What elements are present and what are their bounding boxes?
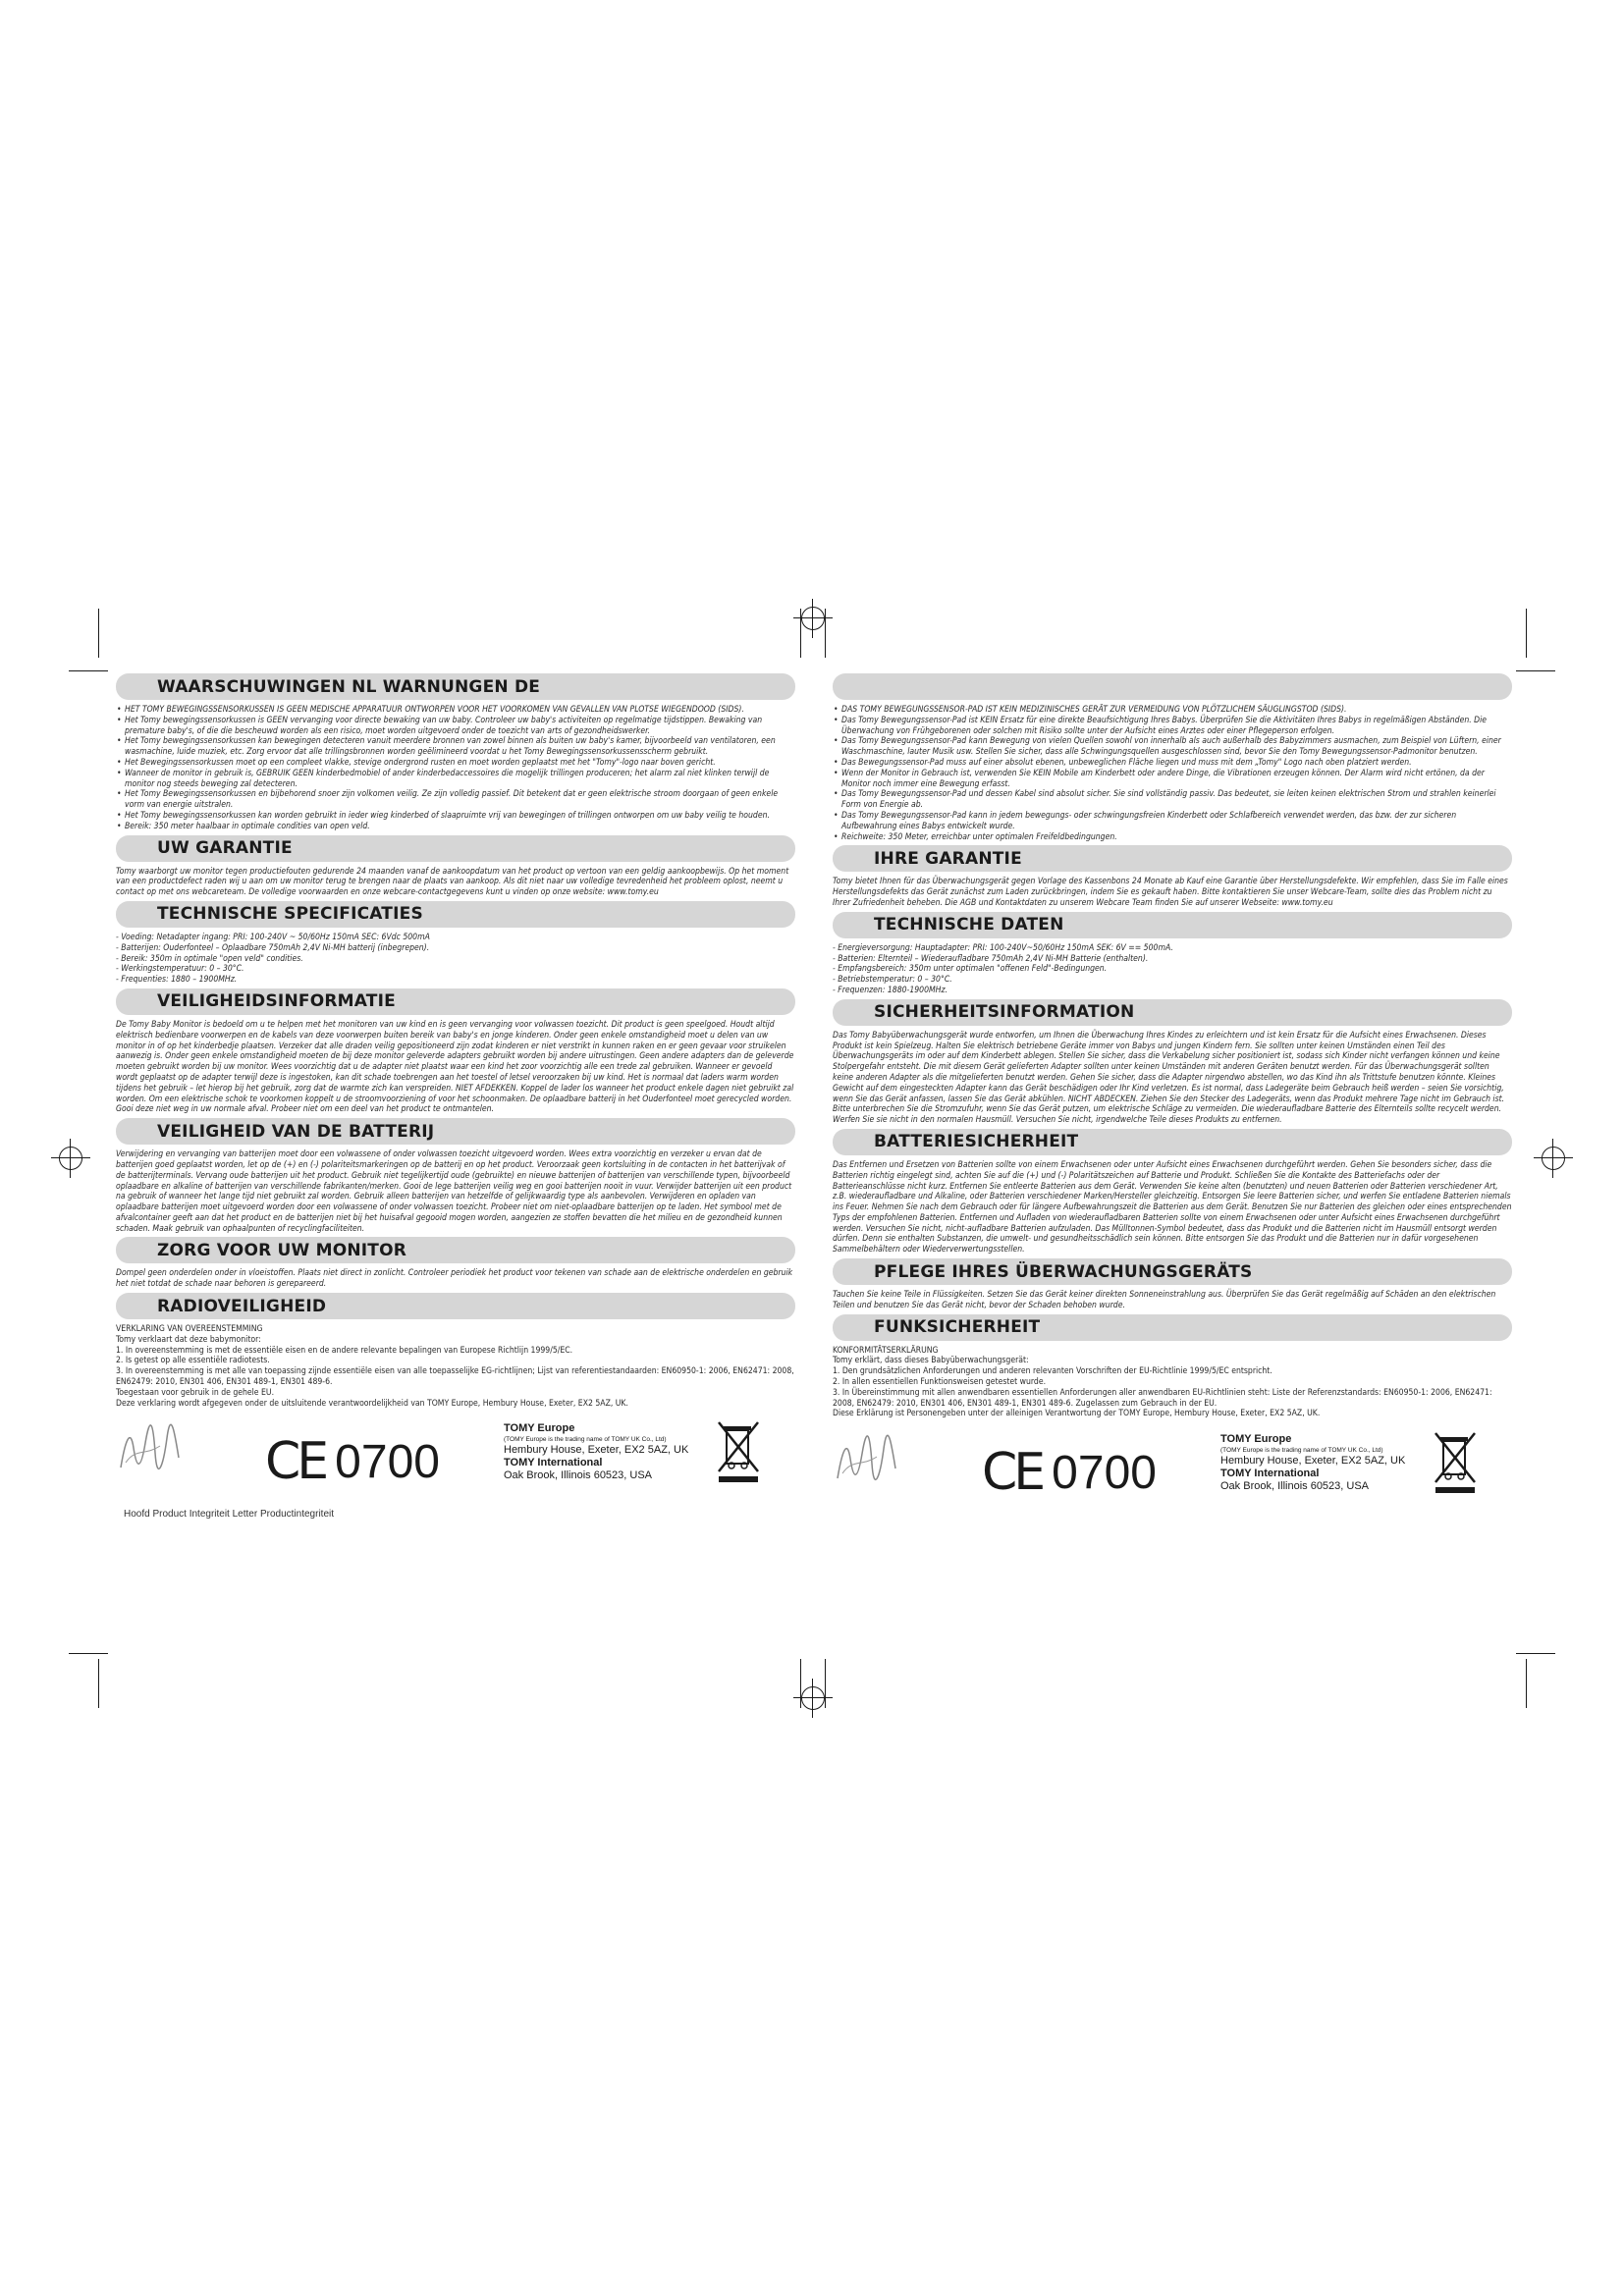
crop-mark [69, 670, 108, 671]
list-item: • Wenn der Monitor in Gebrauch ist, verwenden Sie KEIN Mobile am Kinderbett oder andere Dinge, die Vibrationen erzeugen können. Der Alarm wird nicht ertönen, da der Monitor noch immer eine Bewegung erfasst. [841, 769, 1512, 790]
list-item: • Das Tomy Bewegungssensor-Pad kann in jedem bewegungs- oder schwingungsfreien Kinderbett oder Schlafbereich verwendet werden, das bzw. der zur sicheren Aufbewahrung eines Babys entwickelt wurde. [841, 811, 1512, 832]
section-header-specs-de: TECHNISCHE DATEN [833, 912, 1512, 938]
registration-mark-left [51, 1139, 90, 1178]
section-header-care: ZORG VOOR UW MONITOR [116, 1237, 795, 1263]
company-address: TOMY Europe (TOMY Europe is the trading name of TOMY UK Co., Ltd) Hembury House, Exeter, EX2 5AZ, UK TOMY International Oak Brook, Illinois 60523, USA [504, 1422, 689, 1482]
list-item: • Het Tomy bewegingssensorkussen is GEEN vervanging voor directe bewaking van uw baby. Controleer uw baby's activiteiten op regelmatige tijdstippen. Bewaking van premature baby's, of die die bescheuwd worden als een risico, moet worden uitgevoerd onder de toezicht van arts of gezondheidswerker. [125, 716, 795, 737]
crop-mark [1516, 1653, 1555, 1654]
list-item: • Bereik: 350 meter haalbaar in optimale condities van open veld. [125, 822, 795, 832]
list-item: • Das Tomy Bewegungssensor-Pad kann Bewegung von vielen Quellen sowohl von innerhalb als auch außerhalb des Babyzimmers ausmachen, zum Beispiel von Lüftern, einer Waschmaschine, lauter Musik usw. Stellen Sie sicher, dass alle Schwingungsquellen ausgeschlossen sind, bevor Sie den Tomy Bewegungssensor-Padmonitor benutzen. [841, 736, 1512, 758]
signature-image [833, 1429, 901, 1488]
list-item: • HET TOMY BEWEGINGSSENSORKUSSEN IS GEEN MEDISCHE APPARATUUR ONTWORPEN VOOR HET VOORKOMEN VAN GEVALLEN VAN PLOTSE WIEGENDOOD (SIDS). [125, 705, 795, 716]
list-item: • Het Tomy bewegingssensorkussen kan worden gebruikt in ieder wieg kinderbed of slaapruimte vrij van bewegingen of trillingen ontworpen om uw baby veilig te houden. [125, 811, 795, 822]
section-header-specs: TECHNISCHE SPECIFICATIES [116, 901, 795, 928]
section-header-radio-de: FUNKSICHERHEIT [833, 1314, 1512, 1341]
section-header-battery: VEILIGHEID VAN DE BATTERIJ [116, 1118, 795, 1145]
weee-bin-icon [1432, 1431, 1479, 1496]
section-header-guarantee-de: IHRE GARANTIE [833, 845, 1512, 872]
care-text: Dompel geen onderdelen onder in vloeistoffen. Plaats niet direct in zonlicht. Controleer periodiek het product voor tekenen van schade aan de elektrische onderdelen en gebruik het niet totdat de schade naar behoren is gerepareerd. [116, 1268, 793, 1290]
ce-mark [265, 1432, 440, 1491]
registration-mark-bottom [793, 1679, 833, 1718]
guarantee-text-de: Tomy bietet Ihnen für das Überwachungsgerät gegen Vorlage des Kassenbons 24 Monate ab Kauf eine Garantie über Herstellungsdefekte. Wir empfehlen, dass Sie im Falle eines Herstellungsdefekts das Gerät zunächst zum Laden zurückbringen, indem Sie es gekauft haben. Bitte kontaktieren Sie unser Webcare-Team, sollte dies das Problem nicht zu Ihrer Zufriedenheit beheben. Die AGB und Kontaktdaten zu unserem Webcare Team finden Sie auf unserer Webseite: www.tomy.eu [833, 877, 1508, 908]
list-item: • Het Tomy Bewegingssensorkussen en bijbehorend snoer zijn volkomen veilig. Ze zijn volledig passief. Dit betekent dat er geen elektrische stroom doorgaan of geen enkele vorm van energie uitstralen. [125, 789, 795, 811]
care-text-de: Tauchen Sie keine Teile in Flüssigkeiten. Setzen Sie das Gerät keiner direkten Sonneneinstrahlung aus. Überprüfen Sie das Gerät regelmäßig auf Schäden an den elektrischen Teilen und benutzen Sie das Gerät nicht, bevor der Schaden behoben wurde. [833, 1290, 1496, 1310]
section-header-warnings: WAARSCHUWINGEN NL WARNUNGEN DE [116, 673, 795, 700]
list-item: • DAS TOMY BEWEGUNGSSENSOR-PAD IST KEIN MEDIZINISCHES GERÄT ZUR VERMEIDUNG VON PLÖTZLICHEM SÄUGLINGSTOD (SIDS). [841, 705, 1512, 716]
crop-mark [69, 1653, 108, 1654]
section-header-guarantee: UW GARANTIE [116, 835, 795, 862]
list-item: • Das Tomy Bewegungssensor-Pad ist KEIN Ersatz für eine direkte Beaufsichtigung Ihres Babys. Überprüfen Sie die Aktivitäten Ihres Babys in regelmäßigen Abständen. Die Überwachung von Frühgeborenen oder solchen mit Risiko sollte unter der Aufsicht eines Arztes oder einer Pflegeperson erfolgen. [841, 716, 1512, 737]
ce-number: 0700 [1052, 1446, 1157, 1499]
left-page-nl [116, 670, 795, 1521]
section-header-safety-de: SICHERHEITSINFORMATION [833, 999, 1512, 1026]
crop-mark [1516, 670, 1555, 671]
section-header-battery-de: BATTERIESICHERHEIT [833, 1129, 1512, 1155]
battery-text: Verwijdering en vervanging van batterijen moet door een volwassene of onder volwassen toezicht uitgevoerd worden. Wees extra voorzichtig en verzeker u ervan dat de batterijen goed geplaatst worden, let op de (+) en (-) polariteitsmarkeringen op de batterij en op het product. Veroorzaak geen kortsluiting in de contacten in het batterijvak of de batterijterminals. Vervang oude batterijen uit het product. Gebruik niet tegelijkertijd oude (gebruikte) en nieuwe batterijen of batterijen van verschillende typen, bijvoorbeeld oplaadbare en alkaline of batterijen van verschillende fabrikanten/merken. Gooi de lege batterijen veilig weg en gooi batterijen nooit in vuur. Verwijder batterijen uit een product na gebruik of wanneer het lange tijd niet gebruikt zal worden. Gebruik alleen batterijen van hetzelfde of gelijkwaardig type als aanbevolen. Verwijderen en opladen van oplaadbare batterijen moet uitgevoerd worden door een volwassene of onder volwassen toezicht. Probeer niet om niet-oplaadbare batterijen op te laden. Het symbool met de afvalcontainer geeft aan dat het product en de batterijen niet bij het huisafval gegooid mogen worden, aangezien ze stoffen bevatten die het milieu en de gezondheid kunnen schaden. Maak gebruik van ophaalpunten of recyclingfaciliteiten. [116, 1149, 792, 1234]
warnings-text-de [833, 705, 1512, 842]
guarantee-text: Tomy waarborgt uw monitor tegen productiefouten gedurende 24 maanden vanaf de aankoopdatum van het product op vertoon van een geldig aankoopbewijs. Op het moment van een productdefect raden wij u aan om uw monitor terug te brengen naar de plaats van aankoop. Als dit niet naar uw volledige tevredenheid het probleem oplost, neemt u contact op met ons webcareteam. De volledige voorwaarden en onze webcare-contactgegevens kunt u vinden op onze website: www.tomy.eu [116, 866, 789, 898]
company-address: TOMY Europe (TOMY Europe is the trading name of TOMY UK Co., Ltd) Hembury House, Exeter, EX2 5AZ, UK TOMY International Oak Brook, Illinois 60523, USA [1220, 1433, 1406, 1493]
crop-mark [1526, 1659, 1527, 1708]
specs-text: - Voeding: Netadapter ingang: PRI: 100-240V ~ 50/60Hz 150mA SEC: 6Vdc 500mA - Batterijen: Ouderfonteel – Oplaadbare 750mAh 2,4V Ni-MH batterij (inbegrepen). - Bereik: 350m in optimale "open veld" condities. - Werkingstemperatuur: 0 – 30°C. - Frequenties: 1880 – 1900MHz. [116, 932, 430, 986]
ce-number: 0700 [335, 1435, 440, 1488]
safety-text-de: Das Tomy Babyüberwachungsgerät wurde entworfen, um Ihnen die Überwachung Ihres Kindes zu erleichtern und ist kein Ersatz für die Aufsicht eines Erwachsenen. Dieses Produkt ist kein Spielzeug. Halten Sie elektrisch betriebene Geräte immer von Babys und jungen Kindern fern. Sie sollten unter keinen Umständen einen Teil des Überwachungsgeräts im oder auf dem Kinderbett ablegen. Stellen Sie sicher, dass die Verkabelung sicher positioniert ist, sodass sich Kinder nicht verfangen können und keine Stolpergefahr entsteht. Die mit diesem Gerät gelieferten Adapter sollten unter keinen Umständen mit anderen Geräten benutzt werden. Für das Überwachungsgerät sollten keine anderen Adapter als die mitgelieferten benutzt werden. Gehen Sie sicher, dass die Adapter nirgendwo abstellen, wo das Kind ihn als Trittstufe benutzen könnte. Kleines Gewicht auf dem eingesteckten Adapter kann das Gerät beschädigen oder Ihr Kind verletzen. Es ist normal, dass Ladegeräte beim Gebrauch heiß werden – seien Sie vorsichtig, wenn Sie das Gerät anfassen, lassen Sie das Gerät abkühlen. NICHT ABDECKEN. Ziehen Sie den Stecker des Ladegeräts, wenn das Produkt mehrere Tage nicht im Gebrauch ist. Bitte unterbrechen Sie die Stromzufuhr, wenn Sie das Gerät putzen, um elektrische Schläge zu vermeiden. Die wiederaufladbare Batterie des Elternteils sollte recycelt werden. Werfen Sie sie nicht in den normalen Hausmüll. Versuchen Sie nicht, irgendwelche Teile dieses Produkts zu entfernen. [833, 1030, 1505, 1126]
list-item: • Het Bewegingssensorkussen moet op een compleet vlakke, stevige ondergrond rusten en moet worden geplaatst met het "Tomy"-logo naar boven gericht. [125, 758, 795, 769]
list-item: • Das Tomy Bewegungssensor-Pad und dessen Kabel sind absolut sicher. Sie sind vollständig passiv. Das bedeutet, sie leiten keinen elektrischen Strom und strahlen keinerlei Form von Energie ab. [841, 789, 1512, 811]
radio-text: VERKLARING VAN OVEREENSTEMMING Tomy verklaart dat deze babymonitor: 1. In overeenstemming is met de essentiële eisen en de andere relevante bepalingen van Europese Richtlijn 1999/5/EC. 2. Is getest op alle essentiële radiotests. 3. In overeenstemming is met alle van toepassing zijnde essentiële eisen van alle toepasselijke EG-richtlijnen; Lijst van referentiestandaarden: EN60950-1: 2006, EN62471: 2008, EN62479: 2010, EN301 406, EN301 489-1, EN301 489-6. Toegestaan voor gebruik in de gehele EU. Deze verklaring wordt afgegeven onder de uitsluitende verantwoordelijkheid van TOMY Europe, Hembury House, Exeter, EX2 5AZ, UK. [116, 1324, 794, 1409]
footer-right [833, 1429, 1512, 1527]
footer-left [116, 1418, 795, 1521]
list-item: • Wanneer de monitor in gebruik is, GEBRUIK GEEN kinderbedmobiel of ander kinderbedaccessoires die mogelijk trillingen produceren; het alarm zal niet klinken terwijl de monitor nog steeds beweging zal detecteren. [125, 769, 795, 790]
ce-mark [982, 1443, 1157, 1502]
registration-mark-right [1534, 1139, 1573, 1178]
crop-mark [1526, 609, 1527, 658]
section-header-care-de: PFLEGE IHRES ÜBERWACHUNGSGERÄTS [833, 1258, 1512, 1285]
crop-mark [98, 609, 99, 658]
radio-text-de: KONFORMITÄTSERKLÄRUNG Tomy erklärt, dass dieses Babyüberwachungsgerät: 1. Den grundsätzlichen Anforderungen und anderen relevanten Vorschriften der EU-Richtlinie 1999/5/EC entspricht. 2. In allen essentiellen Funktionsweisen getestet wurde. 3. In Übereinstimmung mit allen anwendbaren essentiellen Anforderungen aller anwendbaren EU-Richtlinien steht: Liste der Referenzstandards: EN60950-1: 2006, EN62471: 2008, EN62479: 2010, EN301 406, EN301 489-1, EN301 489-6. Zugelassen zum Gebrauch in der EU. Diese Erklärung ist Personengeben unter der alleinigen Verantwortung der TOMY Europe, Hembury House, Exeter, EX2 5AZ, UK. [833, 1345, 1492, 1419]
section-header-warnings-de [833, 673, 1512, 700]
list-item: • Reichweite: 350 Meter, erreichbar unter optimalen Freifeldbedingungen. [841, 832, 1512, 843]
specs-text-de: - Energieversorgung: Hauptadapter: PRI: 100-240V~50/60Hz 150mA SEK: 6V == 500mA. - Batterien: Elternteil – Wiederaufladbare 750mAh 2,4V Ni-MH Batterie (enthalten). - Empfangsbereich: 350m unter optimalen "offenen Feld"-Bedingungen. - Betriebstemperatur: 0 – 30°C. - Frequenzen: 1880-1900MHz. [833, 942, 1173, 995]
section-header-radio: RADIOVEILIGHEID [116, 1293, 795, 1319]
ce-logo: CE [265, 1432, 326, 1492]
list-item: • Das Bewegungssensor-Pad muss auf einer absolut ebenen, unbeweglichen Fläche liegen und muss mit dem „Tomy" Logo nach oben platziert werden. [841, 758, 1512, 769]
safety-text: De Tomy Baby Monitor is bedoeld om u te helpen met het monitoren van uw kind en is geen vervanging voor volwassen toezicht. Dit product is geen speelgoed. Houdt altijd elektrisch bedienbare voorwerpen en de kabels van deze voorwerpen buiten bereik van baby's en jonge kinderen. Onder geen enkele omstandigheid moet u delen van uw monitor in of op het kinderbedje plaatsen. Verzeker dat alle draden veilig gepositioneerd zijn zodat kinderen er niet verstrikt in kunnen raken en er geen gevaar voor struikelen aanwezig is. Onder geen enkele omstandigheid moeten de bij deze monitor geleverde adapters gebruikt worden bij andere uitrustingen. Geen andere adapters dan de geleverde moeten gebruikt worden bij uw monitor. Wees voorzichtig dat u de adapter niet plaatst waar een kind het zoor voorzichtig alle een trede zal gebruiken. Wanneer er gevoeld wordt geplaatst op de adapter terwijl deze is ingestoken, kan dit schade toebrengen aan het toestel of letsel veroorzaken bij uw kind. Het is normaal dat laders warm worden tijdens het gebruik – let hierop bij het gebruik, zorg dat de warmte zich kan verspreiden. NIET AFDEKKEN. Koppel de lader los wanneer het product enkele dagen niet gebruikt zal worden. Om een elektrische schok te voorkomen koppelt u de stroomvoorziening of voor het schoonmaken. De oplaadbare batterij in het Ouderfonteel moet gerecycled worden. Gooi deze niet weg in uw normale afval. Probeer niet om een deel van het product te ontmantelen. [116, 1019, 794, 1115]
list-item: • Het Tomy bewegingssensorkussen kan bewegingen detecteren vanuit meerdere bronnen van zowel binnen als buiten uw baby's kamer, bijvoorbeeld van ventilatoren, een wasmachine, luide muziek, etc. Zorg ervoor dat alle trillingsbronnen worden geëlimineerd voordat u het Tomy Bewegingssensorkussensscherm gebruikt. [125, 736, 795, 758]
right-page-de [833, 670, 1512, 1527]
battery-text-de: Das Entfernen und Ersetzen von Batterien sollte von einem Erwachsenen oder unter Aufsicht eines Erwachsenen durchgeführt werden. Gehen Sie besonders sicher, dass die Batterien richtig eingelegt sind, achten Sie auf die (+) und (-) Polaritätszeichen auf Batterie und Produkt. Schließen Sie die Kontakte des Batteriefachs oder der Batterieanschlüsse nicht kurz. Entfernen Sie entleerte Batterien aus dem Gerät. Verwenden Sie keine alten (benutzten) und neuen Batterien oder Batterien verschiedener Art, z.B. wiederaufladbare und Alkaline, oder Batterien verschiedener Marken/Hersteller gleichzeitig. Entsorgen Sie leere Batterien sicher, und werfen Sie entladene Batterien niemals ins Feuer. Nehmen Sie nach dem Gebrauch oder für längere Aufbewahrungszeit die Batterien aus dem Gerät. Benutzen Sie nur Batterien des gleichen oder eines entsprechenden Typs der empfohlenen Batterien. Entfernen und Aufladen von wiederaufladbaren Batterien sollte von einem Erwachsenen oder unter Aufsicht eines Erwachsenen durchgeführt werden. Versuchen Sie nicht, nicht-aufladbare Batterien aufzuladen. Das Mülltonnen-Symbol bedeutet, dass das Produkt und die Batterien nicht im Hausmüll entsorgt werden dürfen. Denn sie enthalten Substanzen, die umwelt- und gesundheitsschädlich sein können. Bitte entsorgen Sie das Produkt und die Batterien nur in dafür vorgesehenen Sammelbehältern oder Wiederverwertungsstellen. [833, 1159, 1512, 1255]
crop-mark [98, 1659, 99, 1708]
warnings-text [116, 705, 795, 832]
ce-logo: CE [982, 1443, 1043, 1503]
section-header-safety: VEILIGHEIDSINFORMATIE [116, 988, 795, 1015]
signature-image [116, 1418, 185, 1477]
registration-mark-top [793, 599, 833, 638]
signature-caption: Hoofd Product Integriteit Letter Productintegriteit [124, 1509, 335, 1521]
weee-bin-icon [715, 1420, 762, 1485]
